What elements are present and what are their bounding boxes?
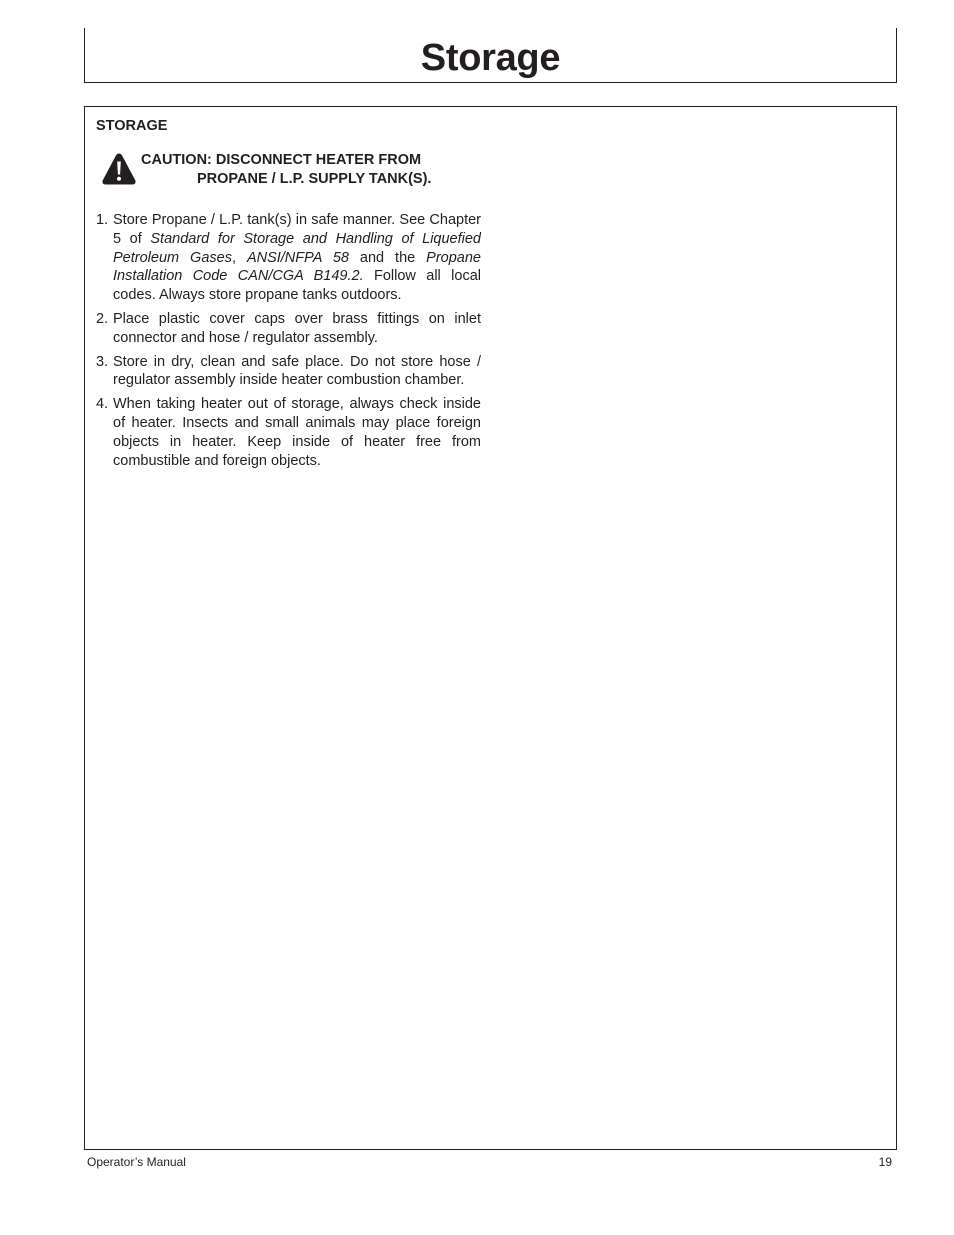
step-text: Place plastic cover caps over brass fittings on inlet connector and hose / regulator assembly.: [113, 310, 481, 346]
footer-manual-label: Operator’s Manual: [87, 1155, 186, 1169]
step-text: and the: [348, 249, 427, 266]
standard-code: ANSI/NFPA 58: [246, 249, 349, 266]
step-text: Follow all local codes. Always store propane tanks outdoors.: [113, 268, 481, 304]
step-number: 4.: [96, 396, 109, 413]
caution-notice: [96, 151, 481, 195]
footer-page-number: 19: [878, 1155, 892, 1169]
caution-text-line-2: PROPANE / L.P. SUPPLY TANK(S).: [197, 171, 432, 187]
step-number: 3.: [96, 353, 109, 370]
storage-steps-list: [96, 211, 481, 470]
list-item: [96, 310, 481, 348]
section-heading: STORAGE: [96, 118, 168, 134]
list-item: [96, 353, 481, 391]
step-text: Store in dry, clean and safe place. Do not store hose / regulator assembly inside heater combustion chamber.: [113, 353, 481, 389]
step-number: 1.: [96, 212, 109, 228]
page-title: Storage: [420, 37, 561, 79]
list-item: [96, 211, 481, 305]
step-text: Store Propane / L.P. tank(s) in safe manner. See Chapter 5 of: [113, 212, 481, 247]
storage-section: [96, 117, 481, 475]
step-number: 2.: [96, 310, 109, 327]
caution-text-line-1: CAUTION: DISCONNECT HEATER FROM: [141, 152, 422, 168]
warning-triangle-icon: [101, 152, 137, 186]
installation-code-title: Propane Installation Code CAN/CGA B149.2.: [113, 249, 481, 285]
list-item: [96, 395, 481, 470]
title-frame: [84, 28, 897, 83]
step-text: ,: [231, 249, 247, 266]
standard-title: Standard for Storage and Handling of Liquefied Petroleum Gases: [113, 230, 481, 266]
content-frame: [84, 106, 897, 1150]
step-text: When taking heater out of storage, always check inside of heater. Insects and small animals may place foreign objects in heater. Keep inside of heater free from combustible and foreign objects.: [113, 396, 481, 469]
